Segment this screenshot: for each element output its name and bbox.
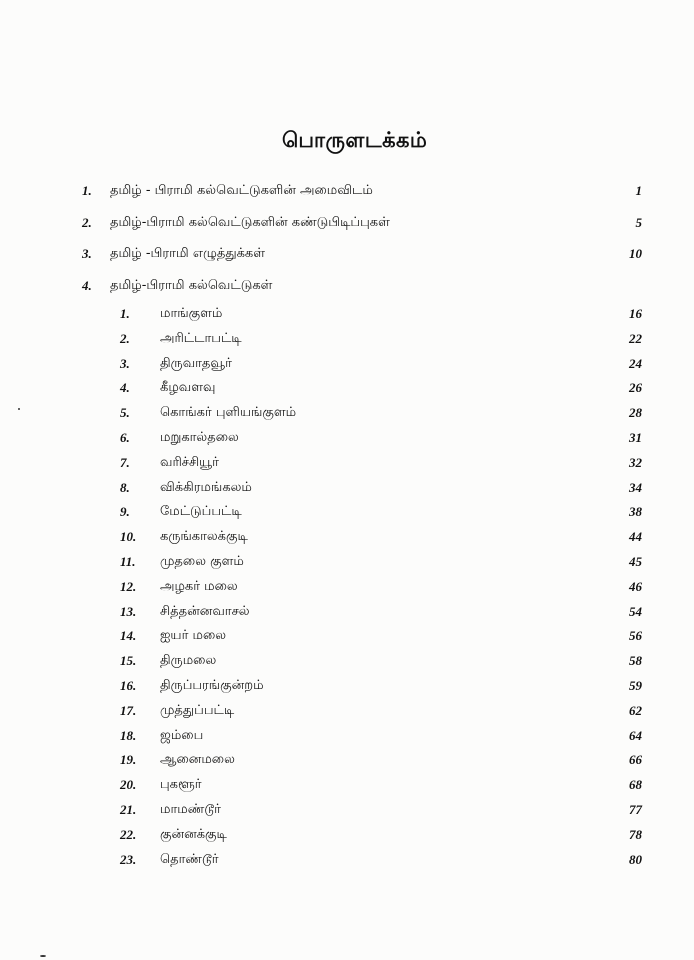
entry-number: 17. — [120, 703, 137, 718]
toc-subentry — [0, 701, 694, 721]
toc-entry — [0, 276, 694, 296]
entry-number: 11. — [120, 554, 136, 569]
toc-subentry — [0, 453, 694, 473]
entry-number: 10. — [120, 529, 137, 544]
entry-page-number: 31 — [629, 430, 642, 445]
entry-number: 12. — [120, 579, 137, 594]
toc-subentry — [0, 676, 694, 696]
entry-title: சித்தன்னவாசல் — [160, 604, 250, 619]
entry-number: 13. — [120, 604, 137, 619]
entry-page-number: 78 — [629, 827, 642, 842]
entry-title: மேட்டுப்பட்டி — [160, 504, 242, 519]
toc-subentry — [0, 602, 694, 622]
entry-number: 1. — [120, 306, 130, 321]
entry-title: தமிழ் - பிராமி கல்வெட்டுகளின் அமைவிடம் — [110, 183, 373, 198]
entry-title: கீழவளவு — [160, 380, 216, 395]
toc-subentry — [0, 775, 694, 795]
entry-page-number: 34 — [629, 480, 642, 495]
toc-subentry — [0, 428, 694, 448]
entry-number: 23. — [120, 852, 137, 867]
scan-speck — [18, 408, 20, 410]
entry-page-number: 28 — [629, 405, 642, 420]
entry-number: 19. — [120, 752, 137, 767]
entry-title: கொங்கர் புளியங்குளம் — [160, 405, 297, 420]
entry-title: கருங்காலக்குடி — [160, 529, 248, 544]
entry-page-number: 80 — [629, 852, 642, 867]
toc-subentry — [0, 527, 694, 547]
entry-title: திருவாதவூர் — [160, 356, 232, 371]
toc-subentry — [0, 800, 694, 820]
entry-title: முத்துப்பட்டி — [160, 703, 235, 718]
entry-page-number: 38 — [629, 504, 642, 519]
entry-page-number: 64 — [629, 728, 642, 743]
entry-page-number: 58 — [629, 653, 642, 668]
entry-number: 3. — [82, 246, 92, 261]
entry-page-number: 5 — [635, 215, 642, 230]
entry-number: 16. — [120, 678, 137, 693]
toc-subentry — [0, 502, 694, 522]
toc-subentry — [0, 354, 694, 374]
toc-subentry — [0, 304, 694, 324]
entry-number: 7. — [120, 455, 130, 470]
entry-page-number: 68 — [629, 777, 642, 792]
entry-title: குன்னக்குடி — [160, 827, 227, 842]
entry-page-number: 54 — [629, 604, 642, 619]
entry-number: 2. — [120, 331, 130, 346]
toc-subentry — [0, 552, 694, 572]
entry-number: 14. — [120, 628, 137, 643]
entry-page-number: 10 — [629, 246, 642, 261]
entry-title: தமிழ்-பிராமி கல்வெட்டுகள் — [110, 278, 273, 293]
entry-page-number: 45 — [629, 554, 642, 569]
page-title: பொருளடக்கம் — [282, 128, 428, 152]
entry-number: 4. — [120, 380, 130, 395]
entry-title: தொண்டூர் — [160, 852, 219, 867]
entry-number: 21. — [120, 802, 137, 817]
entry-title: மறுகால்தலை — [160, 430, 239, 445]
entry-number: 4. — [82, 278, 92, 293]
entry-title: புகளூர் — [160, 777, 202, 792]
toc-subentry — [0, 577, 694, 597]
entry-title: அரிட்டாபட்டி — [160, 331, 242, 346]
entry-title: முதலை குளம் — [160, 554, 244, 569]
entry-number: 6. — [120, 430, 130, 445]
entry-page-number: 66 — [629, 752, 642, 767]
entry-page-number: 77 — [629, 802, 642, 817]
toc-entry — [0, 213, 694, 233]
toc-subentry — [0, 329, 694, 349]
entry-page-number: 46 — [629, 579, 642, 594]
entry-page-number: 62 — [629, 703, 642, 718]
entry-page-number: 16 — [629, 306, 642, 321]
entry-number: 22. — [120, 827, 137, 842]
entry-page-number: 59 — [629, 678, 642, 693]
entry-number: 18. — [120, 728, 137, 743]
toc-subentry — [0, 726, 694, 746]
entry-page-number: 56 — [629, 628, 642, 643]
entry-number: 9. — [120, 504, 130, 519]
entry-title: மாமண்டூர் — [160, 802, 221, 817]
entry-title: அழகர் மலை — [160, 579, 238, 594]
entry-title: ஐயர் மலை — [160, 628, 227, 643]
entry-number: 8. — [120, 480, 130, 495]
toc-subentry — [0, 626, 694, 646]
toc-entry — [0, 244, 694, 264]
toc-subentry — [0, 825, 694, 845]
entry-number: 20. — [120, 777, 137, 792]
entry-page-number: 22 — [629, 331, 642, 346]
entry-page-number: 32 — [629, 455, 642, 470]
toc-subentry — [0, 378, 694, 398]
toc-subentry — [0, 750, 694, 770]
entry-number: 2. — [82, 215, 92, 230]
toc-subentry — [0, 850, 694, 870]
entry-number: 1. — [82, 183, 92, 198]
entry-number: 3. — [120, 356, 130, 371]
entry-title: திருமலை — [160, 653, 217, 668]
scan-speck — [40, 955, 46, 957]
entry-title: வரிச்சியூர் — [160, 455, 219, 470]
entry-number: 15. — [120, 653, 137, 668]
entry-title: ஆனைமலை — [160, 752, 235, 767]
entry-number: 5. — [120, 405, 130, 420]
toc-subentry — [0, 478, 694, 498]
entry-page-number: 1 — [635, 183, 642, 198]
toc-subentry — [0, 651, 694, 671]
entry-page-number: 44 — [629, 529, 642, 544]
entry-title: தமிழ் -பிராமி எழுத்துக்கள் — [110, 246, 265, 261]
entry-title: தமிழ்-பிராமி கல்வெட்டுகளின் கண்டுபிடிப்புகள் — [110, 215, 390, 230]
entry-page-number: 24 — [629, 356, 642, 371]
entry-title: ஜம்பை — [160, 728, 204, 743]
toc-entry — [0, 181, 694, 201]
entry-title: மாங்குளம் — [160, 306, 223, 321]
toc-subentry — [0, 403, 694, 423]
entry-page-number: 26 — [629, 380, 642, 395]
entry-title: திருப்பரங்குன்றம் — [160, 678, 264, 693]
entry-title: விக்கிரமங்கலம் — [160, 480, 252, 495]
